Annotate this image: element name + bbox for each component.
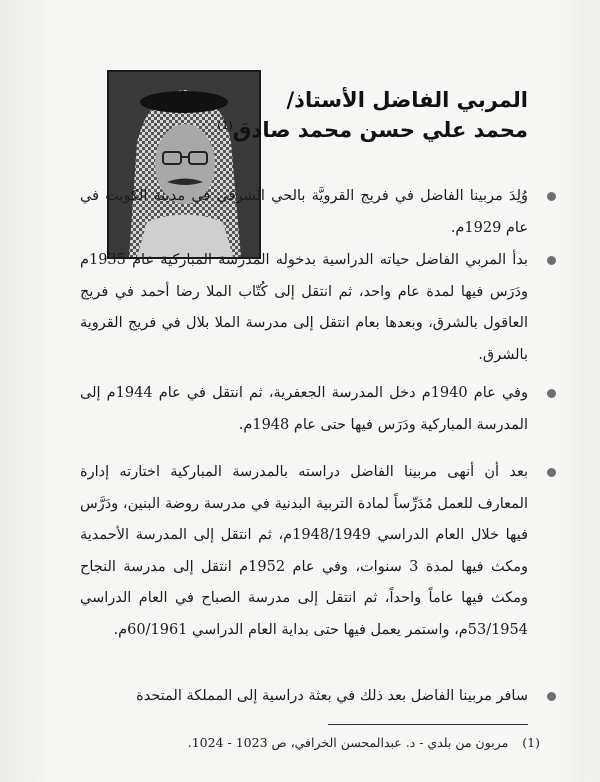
footnote-text: مربون من بلدي - د. عبدالمحسن الخرافي، ص 1023 - 1024. [187,735,509,750]
paragraph-text: وُلِدَ مربينا الفاضل في فريج القرويَّة بالحي الشرقي في مدينة الكويت في عام 1929م. [80,188,528,236]
paragraph-text: بعد أن أنهى مربينا الفاضل دراسته بالمدرسة المباركية اختارته إدارة المعارف للعمل مُدَرِّساً لمادة التربية البدنية في مدرسة روضة البنين، ودَرَّس فيها خلال العام الدراسي 1948/1949م، ثم انتقل إلى المدرسة الأحمدية ومكث فيها لمدة 3 سنوات، وفي عام 1952م انتقل إلى مدرسة النجاح ومكث فيها عاماً واحداً، ثم انتقل إلى مدرسة الصباح في العام الدراسي 53/1954م، واستمر يعمل فيها حتى بداية العام الدراسي 60/1961م. [80,464,529,638]
bullet-icon [547,468,556,477]
page-title-line-1: المربي الفاضل الأستاذ/ [286,88,528,112]
paragraph-5 [80,681,528,713]
footnote-divider [328,724,528,725]
bullet-icon [547,389,556,398]
paragraph-1 [80,181,528,244]
bullet-icon [547,256,556,265]
footnote [40,735,540,750]
bullet-icon [547,192,556,201]
footnote-mark: (1) [522,735,540,750]
paragraph-4 [80,457,528,646]
paragraph-text: سافر مربينا الفاضل بعد ذلك في بعثة دراسية إلى المملكة المتحدة [136,688,528,704]
paragraph-3 [80,378,528,441]
bullet-icon [547,692,556,701]
footnote-reference: (1) [217,119,233,132]
paragraph-text: بدأ المربي الفاضل حياته الدراسية بدخوله المدرسة المباركية عام 1935م ودَرَس فيها لمدة عام واحد، ثم انتقل إلى كُتّاب الملا رضا أحمد في فريج العاقول بالشرق، وبعدها بعام انتقل إلى مدرسة الملا بلال في فريج القروية بالشرق. [80,252,528,363]
person-name: محمد علي حسن محمد صادق [232,118,528,142]
paragraph-text: وفي عام 1940م دخل المدرسة الجعفرية، ثم انتقل في عام 1944م إلى المدرسة المباركية ودَرَس فيها حتى عام 1948م. [80,385,528,433]
paragraph-2 [80,245,528,371]
page-title-line-2 [213,118,528,142]
